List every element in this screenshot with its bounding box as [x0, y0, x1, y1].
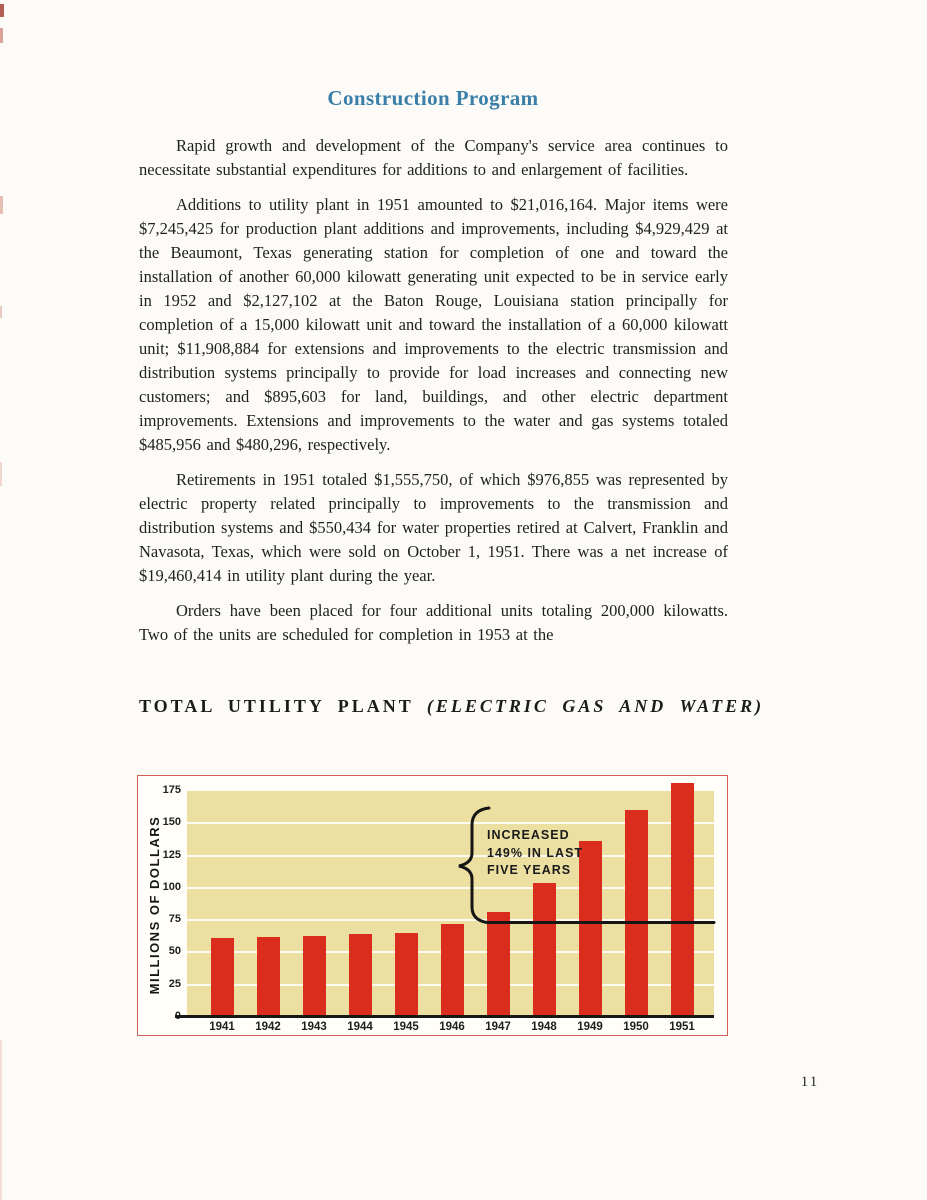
xtick-1946: 1946 — [439, 1021, 465, 1033]
bar-1943 — [303, 936, 326, 1017]
bar-1951 — [671, 783, 694, 1017]
ytick-100: 100 — [162, 880, 181, 893]
page-title: Construction Program — [327, 86, 539, 110]
xtick-1950: 1950 — [623, 1021, 649, 1033]
xtick-1945: 1945 — [393, 1021, 419, 1033]
y-axis-label: MILLIONS OF DOLLARS — [147, 815, 162, 995]
xtick-1943: 1943 — [301, 1021, 327, 1033]
ytick-25: 25 — [168, 977, 181, 990]
bar-chart — [137, 775, 728, 1036]
chart-section-title — [139, 696, 765, 717]
bar-1948 — [533, 883, 556, 1017]
scan-artifact — [0, 306, 2, 318]
scan-artifact — [0, 196, 3, 214]
chart-section-title-roman: TOTAL UTILITY PLANT — [139, 696, 414, 716]
xtick-1941: 1941 — [209, 1021, 235, 1033]
ytick-50: 50 — [168, 945, 181, 958]
xtick-1949: 1949 — [577, 1021, 603, 1033]
ytick-175: 175 — [162, 784, 181, 796]
scan-artifact — [0, 4, 4, 17]
xtick-1948: 1948 — [531, 1021, 557, 1033]
xtick-1947: 1947 — [485, 1021, 511, 1033]
xtick-1942: 1942 — [255, 1021, 281, 1033]
body-text — [139, 134, 728, 658]
plot-area — [187, 791, 714, 1017]
bar-1945 — [395, 933, 418, 1017]
annotation-line: INCREASED — [487, 828, 570, 842]
paragraph-3: Retirements in 1951 totaled $1,555,750, of which $976,855 was represented by electric property related principally to improvements to the transmission and distribution systems and $550,434 for water properties retired at Calvert, Franklin and Navasota, Texas, which were sold on October 1, 1951. There was a net increase of $19,460,414 in utility plant during the year. — [139, 470, 728, 585]
annotation-text — [487, 827, 583, 880]
bar-1950 — [625, 810, 648, 1017]
page-number: 11 — [800, 1074, 820, 1090]
paragraph-4: Orders have been placed for four additional units totaling 200,000 kilowatts. Two of the units are scheduled for completion in 1953 at the — [139, 601, 728, 644]
paragraph-2: Additions to utility plant in 1951 amounted to $21,016,164. Major items were $7,245,425 for production plant additions and improvements, including $4,929,429 at the Beaumont, Texas generating station for completion of one and toward the installation of another 60,000 kilowatt generating unit expected to be in service early in 1952 and $2,127,102 at the Baton Rouge, Louisiana station principally for completion of a 15,000 kilowatt unit and toward the installation of a 60,000 kilowatt unit; $11,908,884 for extensions and improvements to the electric transmission and distribution systems principally to provide for load increases and connecting new customers; and $895,603 for land, buildings, and other electric department improvements. Extensions and improvements to the water and gas systems totaled $485,956 and $480,296, respectively. — [139, 195, 728, 454]
annotation-line: 149% IN LAST — [487, 845, 584, 860]
xtick-1951: 1951 — [669, 1021, 695, 1033]
bar-1947 — [487, 912, 510, 1017]
bar-1942 — [257, 937, 280, 1017]
ytick-75: 75 — [168, 913, 181, 926]
bar-1941 — [211, 938, 234, 1017]
bar-1946 — [441, 924, 464, 1017]
ytick-150: 150 — [162, 816, 181, 829]
chart-section-title-italic: (ELECTRIC GAS AND WATER) — [426, 696, 765, 716]
scan-artifact — [0, 462, 2, 486]
xtick-1944: 1944 — [347, 1021, 373, 1033]
x-axis-line — [175, 1015, 714, 1018]
scan-artifact — [0, 1040, 2, 1200]
bar-1944 — [349, 934, 372, 1017]
scan-artifact — [0, 28, 3, 43]
paragraph-1: Rapid growth and development of the Company's service area continues to necessitate substantial expenditures for additions to and enlargement of facilities. — [139, 136, 728, 179]
annotation-line: FIVE YEARS — [487, 863, 572, 877]
ytick-125: 125 — [162, 848, 181, 861]
